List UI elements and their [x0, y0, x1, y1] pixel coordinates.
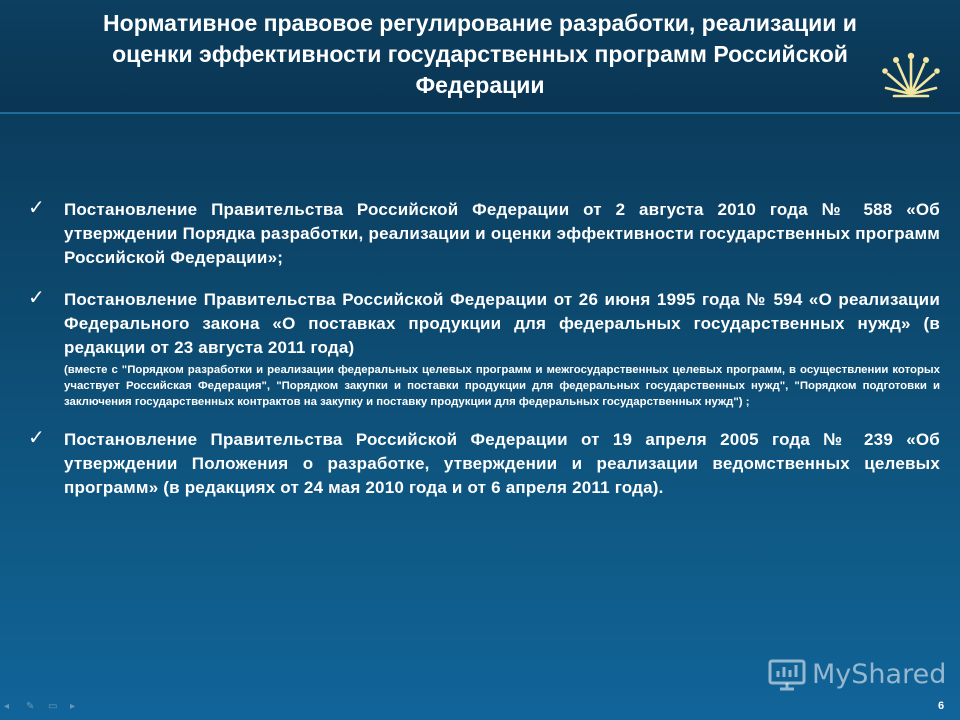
menu-icon[interactable]: ▭	[48, 701, 58, 712]
list-item-note: (вместе с "Порядком разработки и реализации федеральных целевых программ и межгосударственных целевых программ, в осуществлении которых участвует Российская Федерация", "Порядком закупки и поставки продукции для федеральных государственных нужд", "Порядком подготовки и заключения государственных контрактов на закупку и поставку продукции для федеральных государственных нужд") ;	[64, 364, 940, 408]
arrow-left-icon[interactable]: ◂	[4, 701, 10, 712]
list-item-text: Постановление Правительства Российской Федерации от 19 апреля 2005 года № 239 «Об утверждении Положения о разработке, утверждении и реализации ведомственных целевых программ» (в редакциях от 24 мая 2010 года и от 6 апреля 2011 года).	[64, 430, 940, 497]
checkmark-icon: ✓	[28, 287, 45, 309]
watermark-text: MyShared	[812, 658, 947, 690]
header-divider	[0, 112, 960, 114]
pen-icon[interactable]: ✎	[26, 701, 35, 712]
presentation-icon	[768, 657, 806, 691]
arrow-right-icon[interactable]: ▸	[70, 701, 76, 712]
slide-content	[24, 132, 940, 632]
slide-title: Нормативное правовое регулирование разработки, реализации и оценки эффективности государственных программ Российской Федерации	[103, 10, 857, 98]
watermark	[768, 654, 946, 694]
slide-number: 6	[938, 700, 945, 712]
list-item	[24, 428, 940, 500]
checkmark-icon: ✓	[28, 427, 45, 449]
list-item-text: Постановление Правительства Российской Федерации от 2 августа 2010 года № 588 «Об утверждении Порядка разработки, реализации и оценки эффективности государственных программ Российской Федерации»;	[64, 200, 940, 267]
list-item	[24, 198, 940, 270]
slide-navigation	[4, 702, 84, 712]
list-item-text: Постановление Правительства Российской Федерации от 26 июня 1995 года № 594 «О реализации Федерального закона «О поставках продукции для федеральных государственных нужд» (в редакции от 23 августа 2011 года)	[64, 290, 940, 357]
list-item	[24, 288, 940, 410]
checkmark-icon: ✓	[28, 197, 45, 219]
kurai-flower-emblem-icon	[880, 48, 942, 100]
